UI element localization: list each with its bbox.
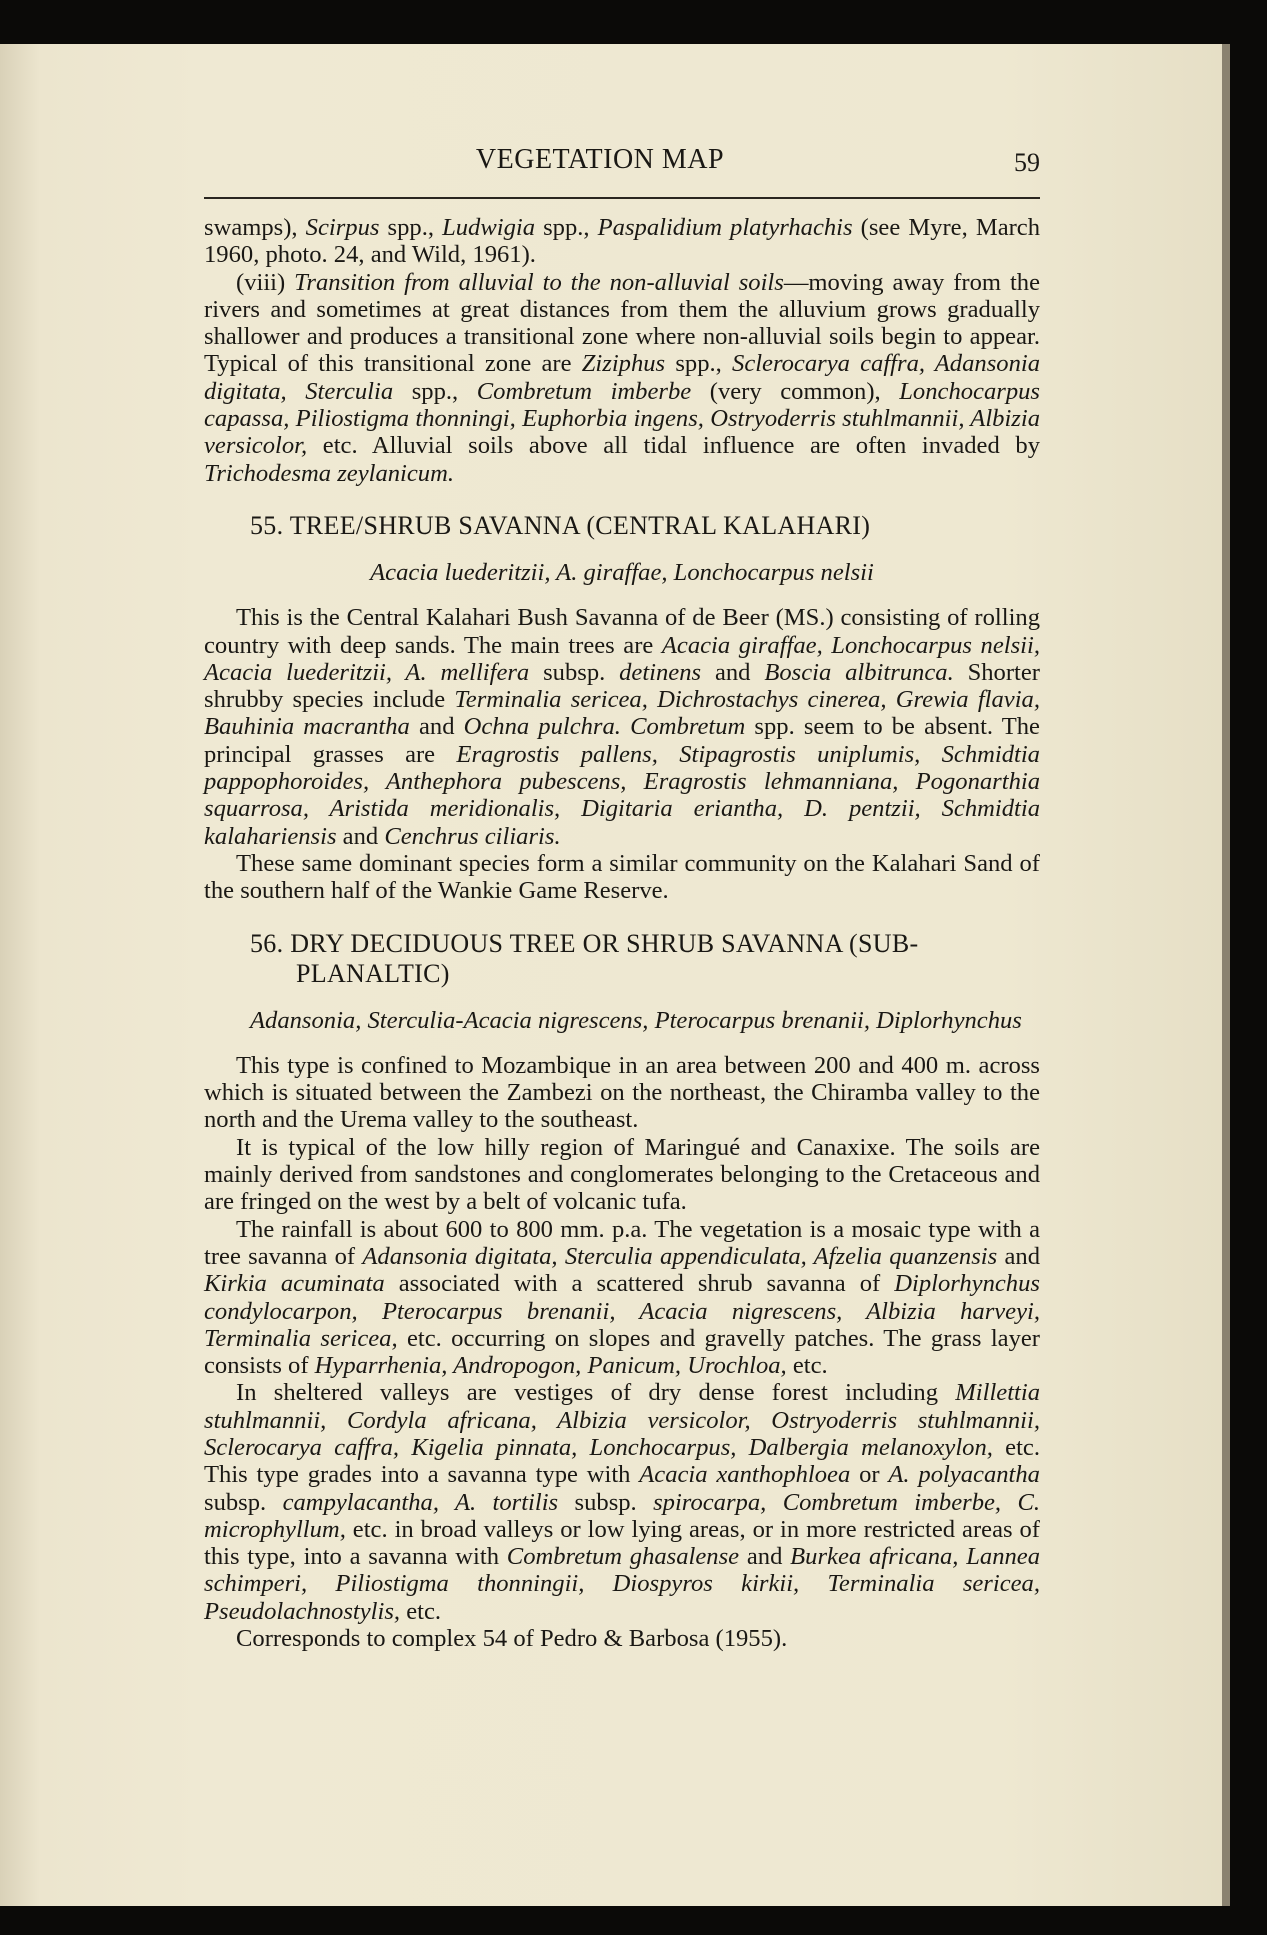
paragraph-rainfall: The rainfall is about 600 to 800 mm. p.a. The vegetation is a mosaic type with a tree savanna of Adansonia digitata, Sterculia appendiculata, Afzelia quanzensis and Kirkia acuminata associated with a scattered shrub savanna of Diplorhynchus condylocarpon, Pterocarpus brenanii, Acacia nigrescens, Albizia harveyi, Terminalia sericea, etc. occurring on slopes and gravelly patches. The grass layer consists of Hyparrhenia, Andropogon, Panicum, Urochloa, etc. xyxy=(204,1215,1041,1380)
section-heading-55: 55. TREE/SHRUB SAVANNA (CENTRAL KALAHARI) xyxy=(250,510,871,540)
section-heading-56: 56. DRY DECIDUOUS TREE OR SHRUB SAVANNA (SUB-PLANALTIC) xyxy=(250,928,919,988)
paragraph-mozambique: This type is confined to Mozambique in an area between 200 and 400 m. across which is situated between the Zambezi on the northeast, the Chiramba valley to the north and the Urema valley to the southeast. xyxy=(204,1051,1040,1134)
paragraph-maringue: It is typical of the low hilly region of Maringué and Canaxixe. The soils are mainly derived from sandstones and conglomerates belonging to the Cretaceous and are fringed on the west by a belt of volcanic tufa. xyxy=(204,1133,1040,1216)
paragraph-kalahari: This is the Central Kalahari Bush Savanna of de Beer (MS.) consisting of rolling country with deep sands. The main trees are Acacia giraffae, Lonchocarpus nelsii, Acacia luederitzii, A. mellifera subsp. detinens and Boscia albitrunca. Shorter shrubby species include Terminalia sericea, Dichrostachys cinerea, Grewia flavia, Bauhinia macrantha and Ochna pulchra. Combretum spp. seem to be absent. The principal grasses are Eragrostis pallens, Stipagrostis uniplumis, Schmidtia pappophoroides, Anthephora pubescens, Eragrostis lehmanniana, Pogonarthia squarrosa, Aristida meridionalis, Digitaria eriantha, D. pentzii, Schmidtia kalahariensis and Cenchrus ciliaris. xyxy=(204,604,1040,850)
page-header xyxy=(200,144,1040,184)
section-species-55: Acacia luederitzii, A. giraffae, Lonchocarpus nelsii xyxy=(370,558,874,586)
paragraph-wankie: These same dominant species form a similar community on the Kalahari Sand of the southern half of the Wankie Game Reserve. xyxy=(204,849,1040,905)
running-title: VEGETATION MAP xyxy=(475,144,725,175)
section-species-56: Adansonia, Sterculia-Acacia nigrescens, Pterocarpus brenanii, Diplorhynchus xyxy=(250,1006,1022,1034)
header-rule xyxy=(204,197,1040,199)
body-text xyxy=(204,214,1040,1652)
page-edge xyxy=(1222,44,1230,1906)
paragraph-transition: (viii) Transition from alluvial to the non-alluvial soils—moving away from the rivers and sometimes at great distances from them the alluvium grows gradually shallower and produces a transitional zone where non-alluvial soils begin to appear. Typical of this transitional zone are Ziziphus spp., Sclerocarya caffra, Adansonia digitata, Sterculia spp., Combretum imberbe (very common), Lonchocarpus capassa, Piliostigma thonningi, Euphorbia ingens, Ostryoderris stuhlmannii, Albizia versicolor, etc. Alluvial soils above all tidal influence are often invaded by Trichodesma zeylanicum. xyxy=(204,268,1040,487)
page-number: 59 xyxy=(1014,148,1040,177)
paragraph-swamps: swamps), Scirpus spp., Ludwigia spp., Paspalidium platyrhachis (see Myre, March 1960, photo. 24, and Wild, 1961). xyxy=(204,214,1041,269)
paragraph-valleys: In sheltered valleys are vestiges of dry dense forest including Millettia stuhlmannii, Cordyla africana, Albizia versicolor, Ostryoderris stuhlmannii, Sclerocarya caffra, Kigelia pinnata, Lonchocarpus, Dalbergia melanoxylon, etc. This type grades into a savanna type with Acacia xanthophloea or A. polyacantha subsp. campylacantha, A. tortilis subsp. spirocarpa, Combretum imberbe, C. microphyllum, etc. in broad valleys or low lying areas, or in more restricted areas of this type, into a savanna with Combretum ghasalense and Burkea africana, Lannea schimperi, Piliostigma thonningii, Diospyros kirkii, Terminalia sericea, Pseudolachnostylis, etc. xyxy=(204,1379,1040,1625)
book-page xyxy=(0,44,1222,1906)
paragraph-corresponds: Corresponds to complex 54 of Pedro & Barbosa (1955). xyxy=(236,1625,788,1653)
